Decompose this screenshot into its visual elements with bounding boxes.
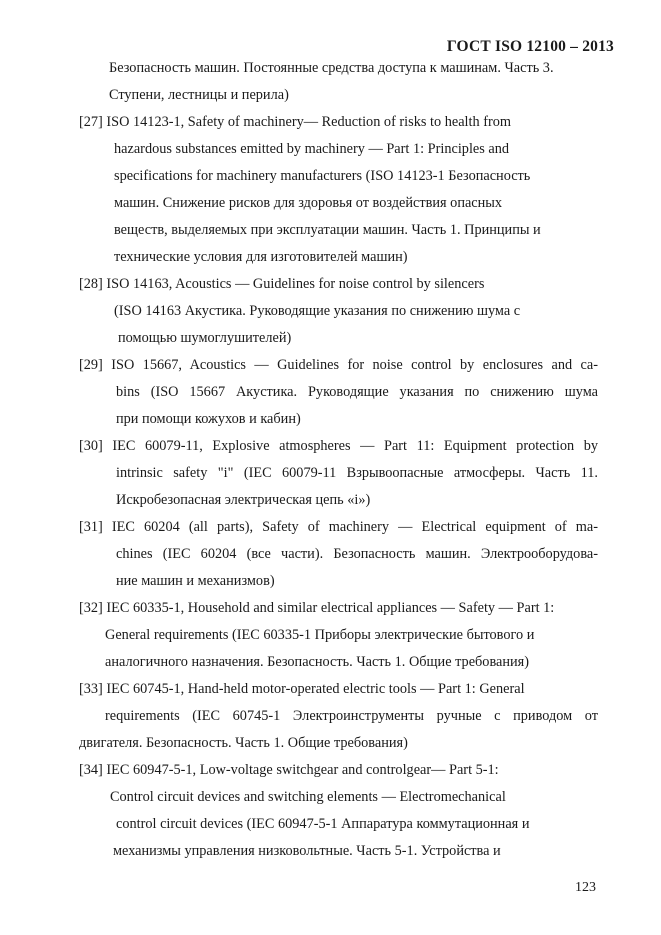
reference-27-line: [27] ISO 14123-1, Safety of machinery— Reduction of risks to health from xyxy=(79,114,511,130)
reference-32-line: [32] IEC 60335-1, Household and similar electrical appliances — Safety — Part 1: xyxy=(79,600,555,616)
text-line: intrinsic safety "i" (IEC 60079-11 Взрывоопасные атмосферы. Часть 11. xyxy=(116,465,598,481)
text-line: Control circuit devices and switching elements — Electromechanical xyxy=(110,789,506,805)
text-line: веществ, выделяемых при эксплуатации машин. Часть 1. Принципы и xyxy=(114,222,541,238)
text-line: ние машин и механизмов) xyxy=(116,573,275,589)
reference-33-line: [33] IEC 60745-1, Hand-held motor-operated electric tools — Part 1: General xyxy=(79,681,525,697)
text-line: requirements (IEC 60745-1 Электроинструменты ручные с приводом от xyxy=(105,708,598,724)
text-line: помощью шумоглушителей) xyxy=(118,330,292,346)
text-line: аналогичного назначения. Безопасность. Часть 1. Общие требования) xyxy=(105,654,530,670)
text-line: chines (IEC 60204 (все части). Безопасность машин. Электрооборудова- xyxy=(116,546,598,562)
text-line: bins (ISO 15667 Акустика. Руководящие указания по снижению шума xyxy=(116,384,598,400)
reference-31-line: [31] IEC 60204 (all parts), Safety of machinery — Electrical equipment of ma- xyxy=(79,519,598,535)
reference-30-line: [30] IEC 60079-11, Explosive atmospheres — Part 11: Equipment protection by xyxy=(79,438,598,454)
text-line: General requirements (IEC 60335-1 Приборы электрические бытового и xyxy=(105,627,535,643)
text-line: механизмы управления низковольтные. Часть 5-1. Устройства и xyxy=(113,843,501,859)
document-header: ГОСТ ISO 12100 – 2013 xyxy=(446,38,614,55)
text-line: Искробезопасная электрическая цепь «i») xyxy=(116,492,371,508)
text-line: при помощи кожухов и кабин) xyxy=(116,411,301,427)
text-line: Ступени, лестницы и перила) xyxy=(109,87,289,103)
text-line: control circuit devices (IEC 60947-5-1 Аппаратура коммутационная и xyxy=(116,816,530,832)
text-line: технические условия для изготовителей машин) xyxy=(114,249,408,265)
text-line: двигателя. Безопасность. Часть 1. Общие требования) xyxy=(79,735,408,751)
page-number: 123 xyxy=(575,880,596,895)
text-line: hazardous substances emitted by machinery — Part 1: Principles and xyxy=(114,141,510,157)
text-line: (ISO 14163 Акустика. Руководящие указания по снижению шума с xyxy=(114,303,521,319)
reference-34-line: [34] IEC 60947-5-1, Low-voltage switchgear and controlgear— Part 5-1: xyxy=(79,762,499,778)
text-line: specifications for machinery manufacturers (ISO 14123-1 Безопасность xyxy=(114,168,531,184)
reference-28-line: [28] ISO 14163, Acoustics — Guidelines for noise control by silencers xyxy=(79,276,485,292)
text-line: Безопасность машин. Постоянные средства доступа к машинам. Часть 3. xyxy=(109,60,554,76)
text-line: машин. Снижение рисков для здоровья от воздействия опасных xyxy=(114,195,503,211)
reference-29-line: [29] ISO 15667, Acoustics — Guidelines for noise control by enclosures and ca- xyxy=(79,357,598,373)
